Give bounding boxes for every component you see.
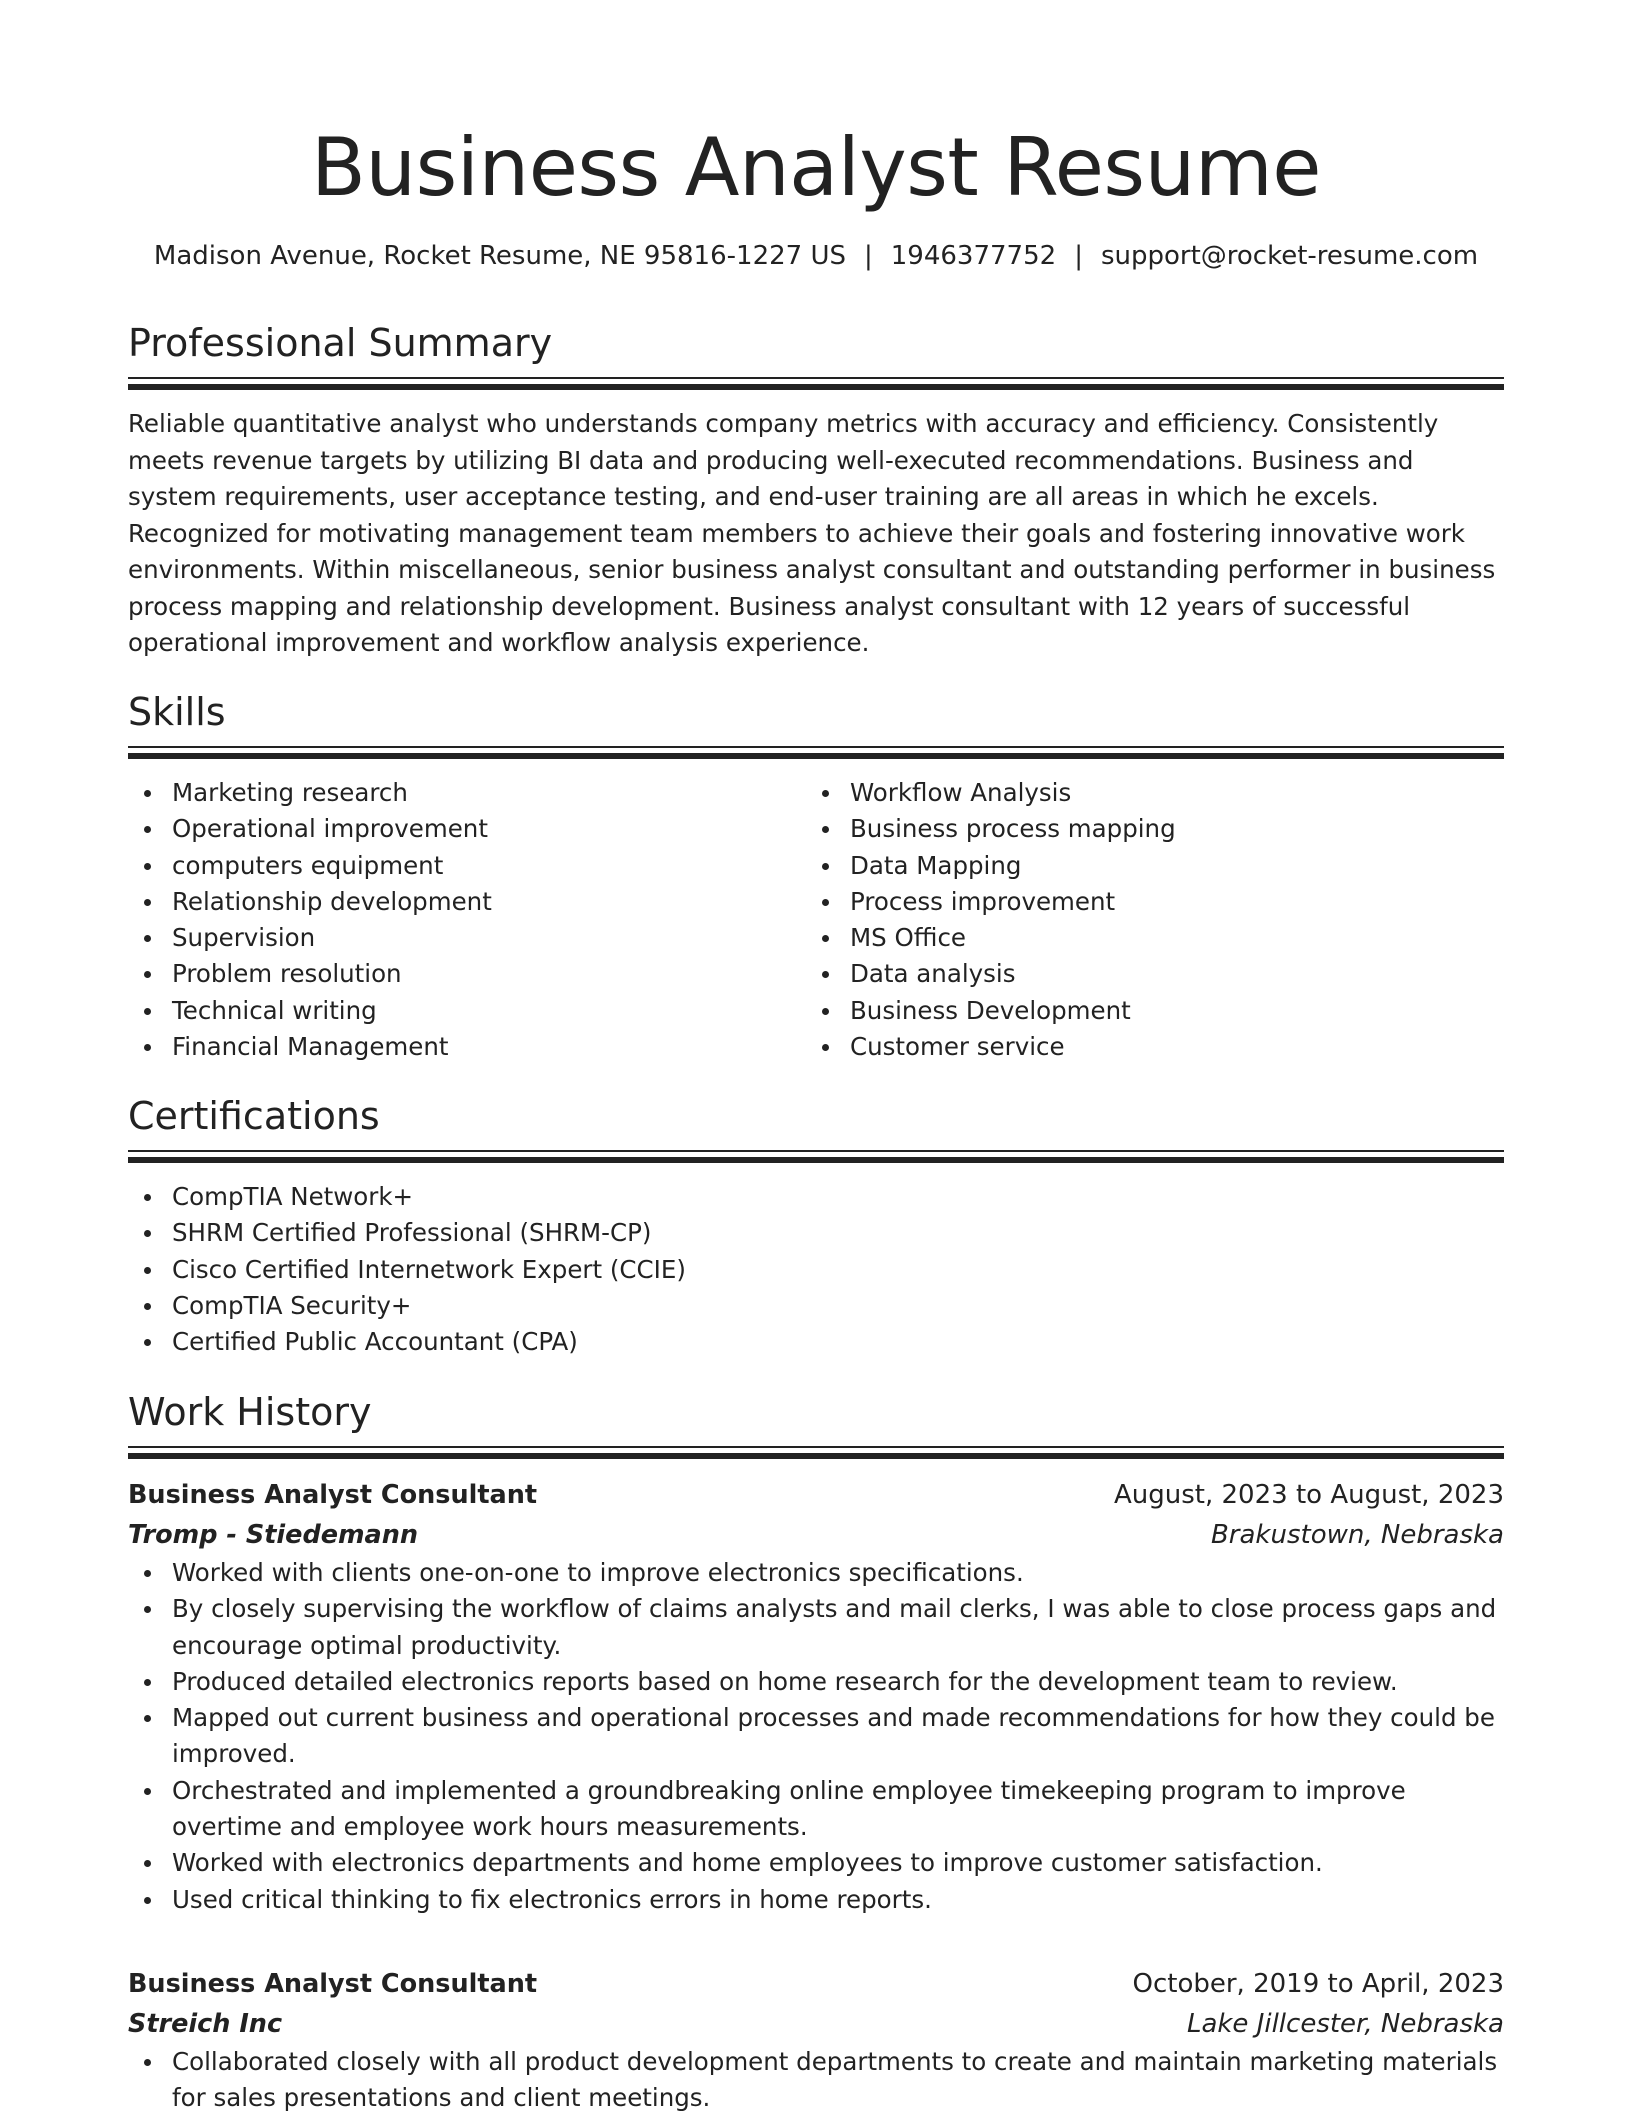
section-divider <box>128 746 1504 759</box>
skills-list-right <box>806 775 1466 1065</box>
job-duty-item: Orchestrated and implemented a groundbreaking online employee timekeeping program to improve overtime and employee work hours measurements. <box>128 1773 1504 1846</box>
certification-item: CompTIA Security+ <box>128 1288 1504 1324</box>
job-duty-item: Used critical thinking to fix electronics errors in home reports. <box>128 1882 1504 1918</box>
job-dates: October, 2019 to April, 2023 <box>1132 1969 1504 1999</box>
job-entry <box>128 1475 1504 1918</box>
certification-item: CompTIA Network+ <box>128 1179 1504 1215</box>
job-title: Business Analyst Consultant <box>128 1480 538 1510</box>
job-dates: August, 2023 to August, 2023 <box>1114 1480 1504 1510</box>
job-location: Brakustown, Nebraska <box>1210 1520 1504 1550</box>
skill-item: Business Development <box>806 993 1466 1029</box>
section-divider <box>128 377 1504 390</box>
job-duty-item: Collaborated closely with all product development departments to create and maintain marketing materials for sales presentations and client meetings. <box>128 2044 1504 2117</box>
contact-line <box>128 238 1504 274</box>
resume-title: Business Analyst Resume <box>311 121 1321 214</box>
certification-item: Cisco Certified Internetwork Expert (CCIE) <box>128 1252 1504 1288</box>
summary-text: Reliable quantitative analyst who understands company metrics with accuracy and efficiency. Consistently meets revenue targets by utilizing BI data and producing well-executed recommendations. Business and system requirements, user acceptance testing, and end-user training are all areas in which he excels. Recognized for motivating management team members to achieve their goals and fostering innovative work environments. Within miscellaneous, senior business analyst consultant and outstanding performer in business process mapping and relationship development. Business analyst consultant with 12 years of successful operational improvement and workflow analysis experience. <box>128 409 1496 657</box>
skill-item: computers equipment <box>128 848 788 884</box>
certification-item: Certified Public Accountant (CPA) <box>128 1324 1504 1360</box>
job-duties-list <box>128 1555 1504 1918</box>
section-heading-certifications: Certifications <box>128 1094 380 1138</box>
skill-item: Business process mapping <box>806 811 1466 847</box>
skills-column-right <box>806 775 1466 1065</box>
job-entry <box>128 1964 1504 2117</box>
skills-column-left <box>128 775 788 1065</box>
section-heading-skills: Skills <box>128 690 226 734</box>
skill-item: Data Mapping <box>806 848 1466 884</box>
skill-item: Marketing research <box>128 775 788 811</box>
skills-list-left <box>128 775 788 1065</box>
section-heading-work-history: Work History <box>128 1390 372 1434</box>
job-company: Streich Inc <box>128 2009 283 2039</box>
skill-item: Process improvement <box>806 884 1466 920</box>
certifications-list <box>128 1179 1504 1360</box>
skill-item: Operational improvement <box>128 811 788 847</box>
job-location: Lake Jillcester, Nebraska <box>1186 2009 1504 2039</box>
contact-separator: | <box>1074 241 1083 271</box>
skill-item: Data analysis <box>806 956 1466 992</box>
skill-item: Financial Management <box>128 1029 788 1065</box>
section-divider <box>128 1150 1504 1163</box>
skill-item: Customer service <box>806 1029 1466 1065</box>
section-heading-summary: Professional Summary <box>128 321 553 365</box>
contact-phone: 1946377752 <box>890 241 1057 271</box>
job-duty-item: Produced detailed electronics reports based on home research for the development team to review. <box>128 1664 1504 1700</box>
job-title: Business Analyst Consultant <box>128 1969 538 1999</box>
job-duty-item: Worked with clients one-on-one to improve electronics specifications. <box>128 1555 1504 1591</box>
skill-item: Relationship development <box>128 884 788 920</box>
skill-item: Technical writing <box>128 993 788 1029</box>
job-company: Tromp - Stiedemann <box>128 1520 419 1550</box>
section-divider <box>128 1446 1504 1459</box>
certification-item: SHRM Certified Professional (SHRM-CP) <box>128 1215 1504 1251</box>
job-duty-item: By closely supervising the workflow of claims analysts and mail clerks, I was able to close process gaps and encourage optimal productivity. <box>128 1591 1504 1664</box>
skill-item: Problem resolution <box>128 956 788 992</box>
skill-item: MS Office <box>806 920 1466 956</box>
job-duties-list <box>128 2044 1504 2117</box>
contact-address: Madison Avenue, Rocket Resume, NE 95816-1227 US <box>153 241 846 271</box>
contact-email: support@rocket-resume.com <box>1100 241 1479 271</box>
contact-separator: | <box>864 241 873 271</box>
skill-item: Supervision <box>128 920 788 956</box>
job-duty-item: Worked with electronics departments and home employees to improve customer satisfaction. <box>128 1845 1504 1881</box>
job-duty-item: Mapped out current business and operational processes and made recommendations for how they could be improved. <box>128 1700 1504 1773</box>
skill-item: Workflow Analysis <box>806 775 1466 811</box>
